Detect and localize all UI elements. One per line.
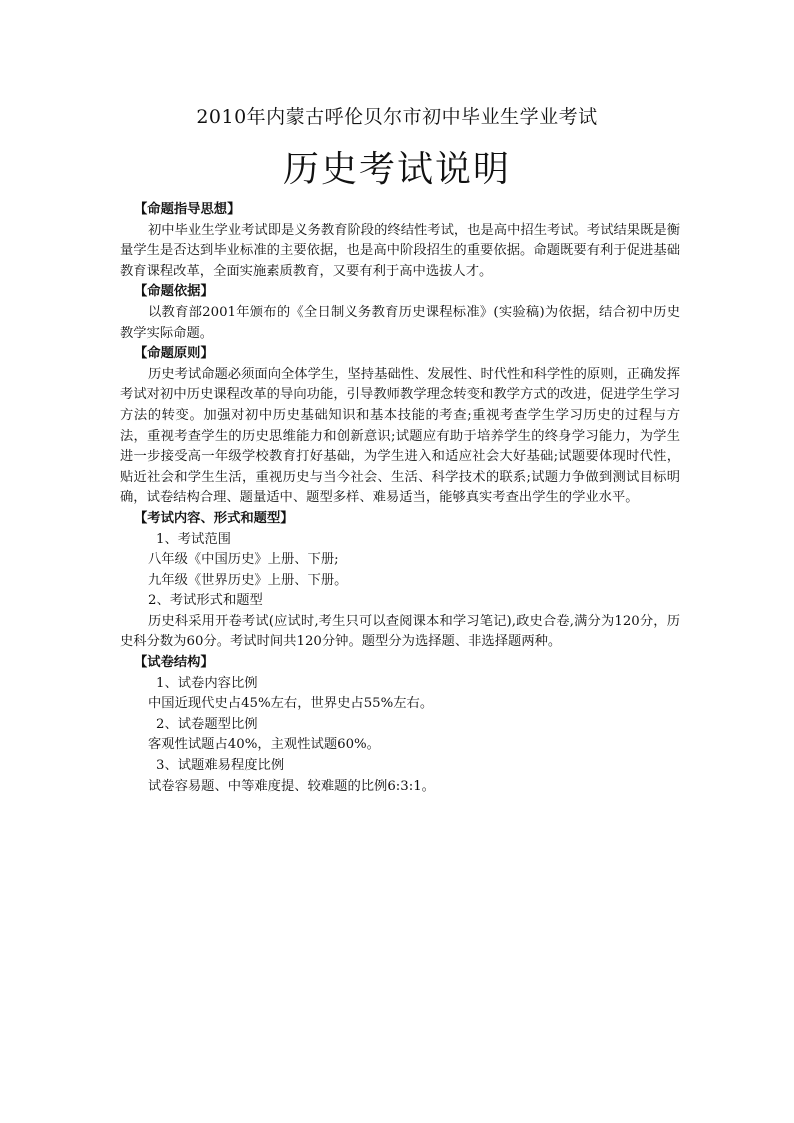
text-line-type-ratio: 客观性试题占40%，主观性试题60%。 [148,737,380,753]
section-heading-basis: 【命题依据】 [134,284,214,300]
section-heading-principles: 【命题原则】 [134,346,214,362]
text-line-difficulty-ratio: 试卷容易题、中等难度提、较难题的比例6:3:1。 [148,778,435,794]
paragraph-exam-format: 历史科采用开卷考试(应试时,考生只可以查阅课本和学习笔记),政史合卷,满分为120分，历史科分数为60分。考试时间共120分钟。题型分为选择题、非选择题两种。 [120,613,680,650]
document-subtitle: 2010年内蒙古呼伦贝尔市初中毕业生学业考试 [196,106,598,128]
section-heading-content: 【考试内容、形式和题型】 [134,510,294,526]
section-heading-structure: 【试卷结构】 [134,655,214,671]
list-item-content-ratio: 1、试卷内容比例 [156,675,258,691]
text-line-content-ratio: 中国近现代史占45%左右，世界史占55%左右。 [148,696,434,712]
list-item-exam-scope: 1、考试范围 [156,531,231,547]
paragraph-principles: 历史考试命题必须面向全体学生，坚持基础性、发展性、时代性和科学性的原则，正确发挥考试对初中历史课程改革的导向功能，引导教师教学理念转变和教学方式的改进，促进学生学习方法的转变。加强对初中历史基础知识和基本技能的考查;重视考查学生学习历史的过程与方法，重视考查学生的历史思维能力和创新意识;试题应有助于培养学生的终身学习能力，为学生进一步接受高一年级学校教育打好基础，为学生进入和适应社会大好基础;试题要体现时代性，贴近社会和学生生活，重视历史与当今社会、生活、科学技术的联系;试题力争做到测试目标明确，试卷结构合理、题量适中、题型多样、难易适当，能够真实考查出学生的学业水平。 [120,366,680,506]
list-item-type-ratio: 2、试卷题型比例 [156,716,258,732]
list-item-exam-format: 2、考试形式和题型 [148,593,263,609]
list-item-difficulty-ratio: 3、试题难易程度比例 [156,758,285,774]
section-heading-guiding: 【命题指导思想】 [134,202,241,217]
document-body [120,200,680,797]
text-line-grade8: 八年级《中国历史》上册、下册; [148,552,339,568]
text-line-grade9: 九年级《世界历史》上册、下册。 [148,572,348,588]
paragraph-basis: 以教育部2001年颁布的《全日制义务教育历史课程标准》(实验稿)为依据，结合初中历史教学实际命题。 [120,304,680,341]
document-title: 历史考试说明 [282,149,511,190]
paragraph-guiding: 初中毕业生学业考试即是义务教育阶段的终结性考试，也是高中招生考试。考试结果既是衡量学生是否达到毕业标准的主要依据，也是高中阶段招生的重要依据。命题既要有利于促进基础教育课程改革，全面实施素质教育，又要有利于高中选拔人才。 [120,222,680,279]
